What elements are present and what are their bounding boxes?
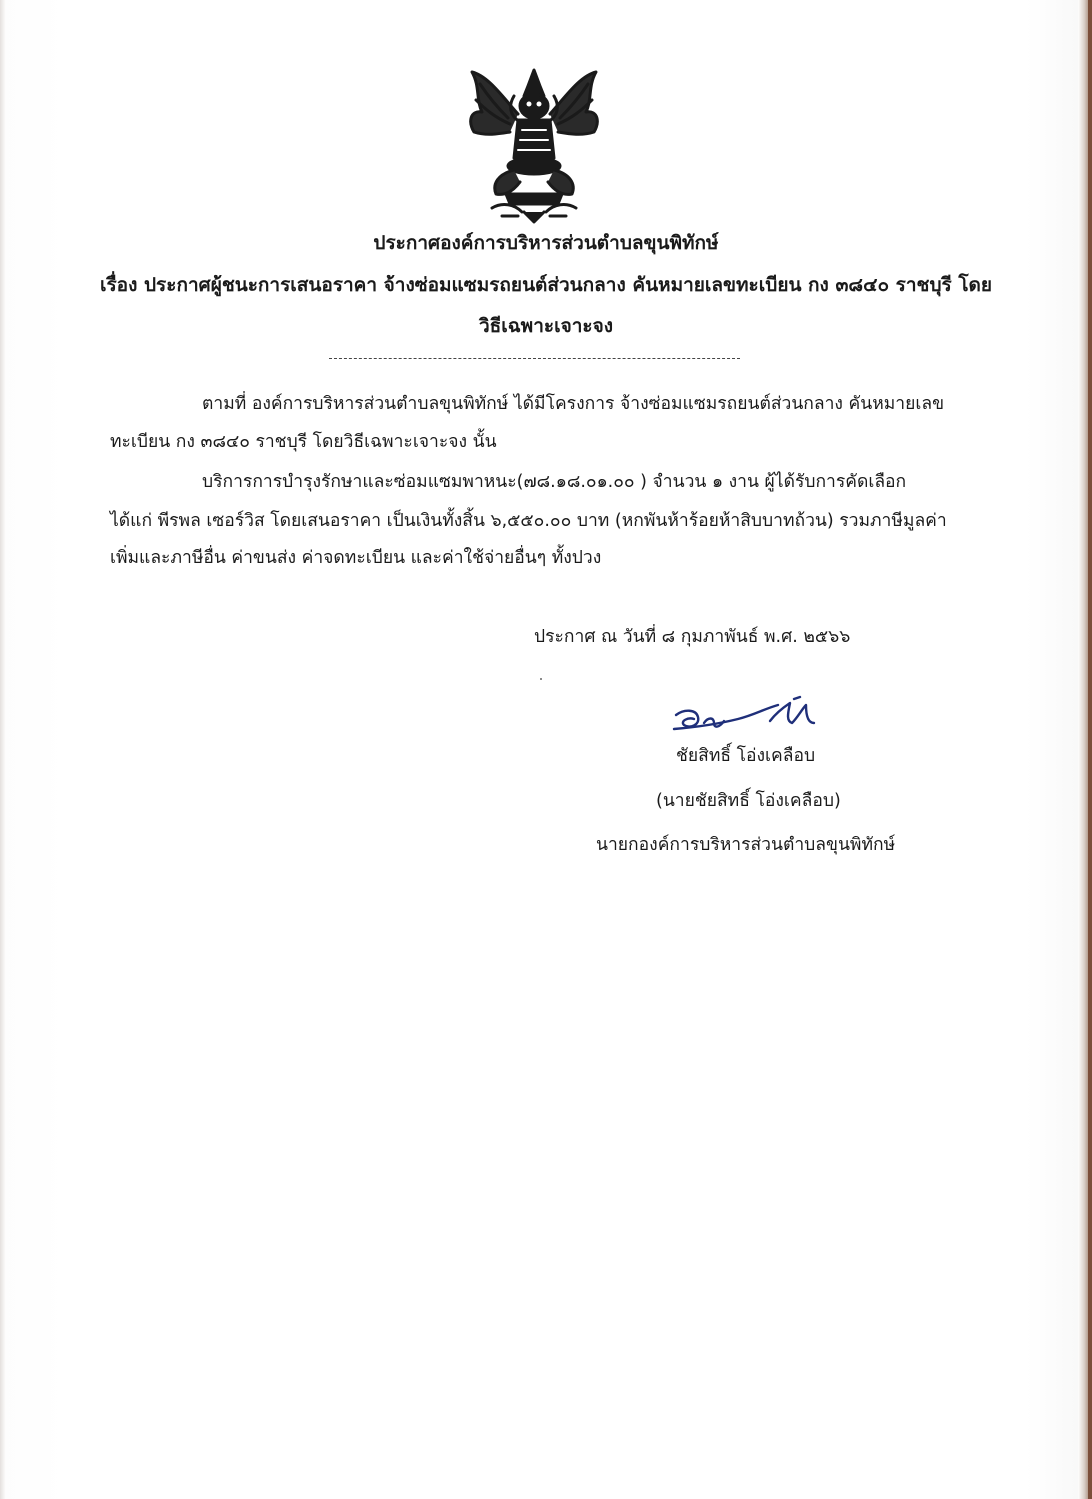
document-title: ประกาศองค์การบริหารส่วนตำบลขุนพิทักษ์	[373, 232, 719, 254]
subject-line: เรื่อง ประกาศผู้ชนะการเสนอราคา จ้างซ่อมแซมรถยนต์ส่วนกลาง คันหมายเลขทะเบียน กง ๓๘๔๐ ราชบุรี โดย	[99, 274, 993, 296]
speck-mark	[540, 678, 542, 680]
paragraph-1-line-2: ทะเบียน กง ๓๘๔๐ ราชบุรี โดยวิธีเฉพาะเจาะจง นั้น	[110, 432, 497, 452]
signer-full-name: (นายชัยสิทธิ์ โอ่งเคลือบ)	[656, 791, 841, 811]
paragraph-2-line-2: ได้แก่ พีรพล เซอร์วิส โดยเสนอราคา เป็นเงินทั้งสิ้น ๖,๕๕๐.๐๐ บาท (หกพันห้าร้อยห้าสิบบาทถ้วน) รวมภาษีมูลค่า	[110, 511, 947, 531]
subject-line-continued: วิธีเฉพาะเจาะจง	[478, 315, 613, 337]
page-left-edge	[0, 0, 6, 1499]
page-right-border	[1088, 0, 1092, 1499]
paragraph-2-line-3: เพิ่มและภาษีอื่น ค่าขนส่ง ค่าจดทะเบียน และค่าใช้จ่ายอื่นๆ ทั้งปวง	[110, 548, 602, 568]
handwritten-signature	[668, 693, 824, 741]
paragraph-1-line-1: ตามที่ องค์การบริหารส่วนตำบลขุนพิทักษ์ ได้มีโครงการ จ้างซ่อมแซมรถยนต์ส่วนกลาง คันหมายเลข	[202, 394, 945, 414]
paragraph-2-line-1: บริการการบำรุงรักษาและซ่อมแซมพาหนะ(๗๘.๑๘.๐๑.๐๐ ) จำนวน ๑ งาน ผู้ได้รับการคัดเลือก	[202, 472, 907, 492]
garuda-emblem-icon	[462, 66, 606, 226]
announcement-date: ประกาศ ณ วันที่ ๘ กุมภาพันธ์ พ.ศ. ๒๕๖๖	[534, 627, 851, 647]
separator-line	[329, 358, 740, 359]
signer-name: ชัยสิทธิ์ โอ่งเคลือบ	[676, 746, 816, 766]
signer-position: นายกองค์การบริหารส่วนตำบลขุนพิทักษ์	[596, 835, 896, 855]
